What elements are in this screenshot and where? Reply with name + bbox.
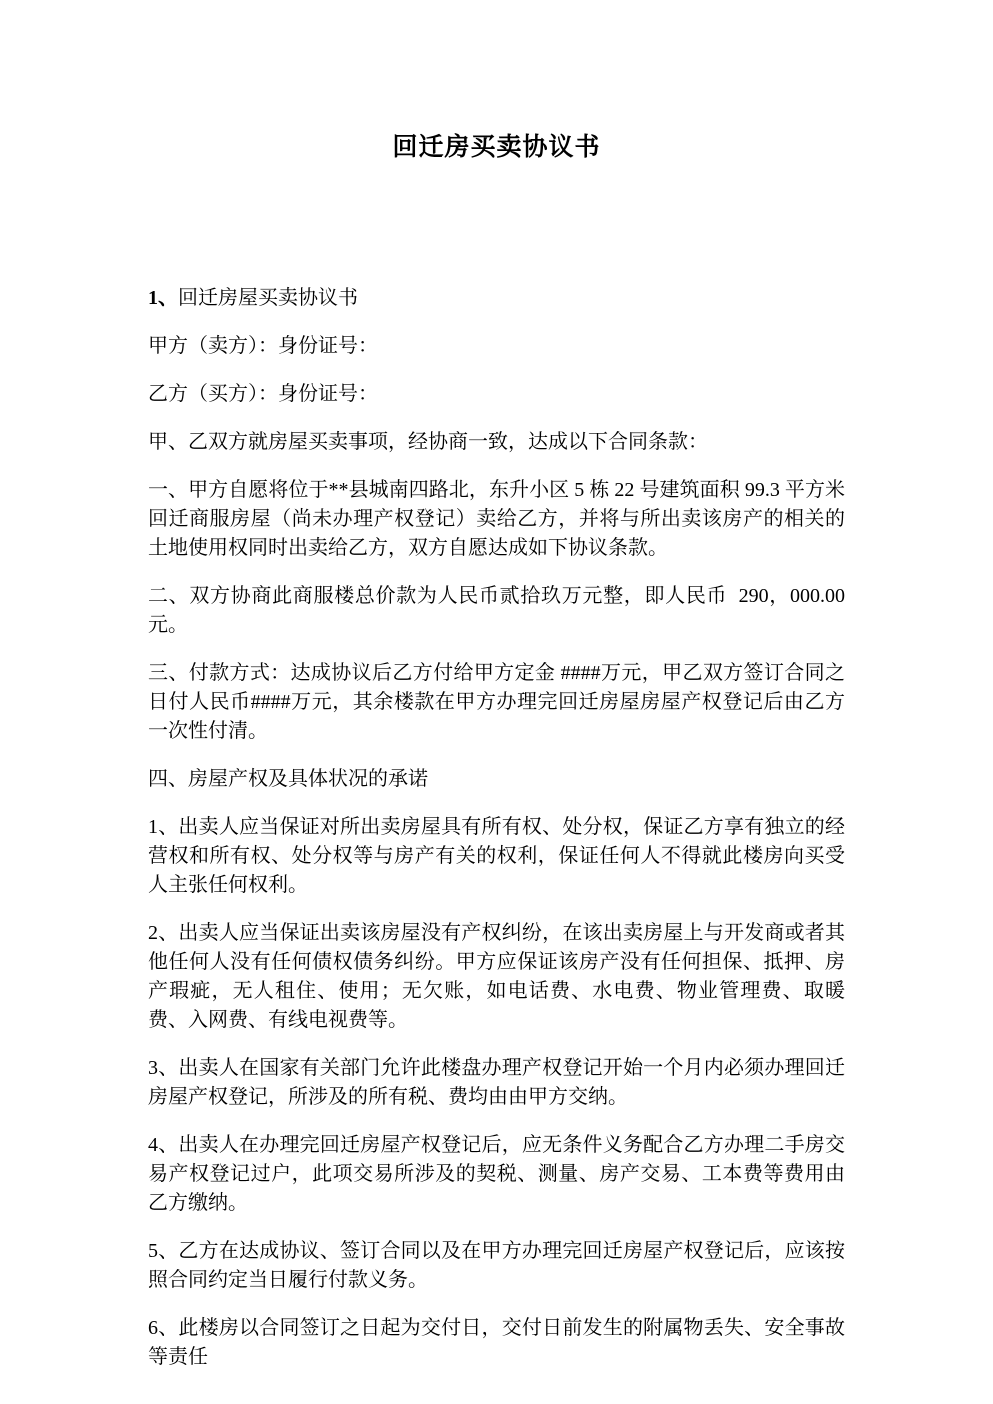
paragraph-lead: 1、	[148, 287, 178, 309]
paragraph	[148, 380, 845, 409]
paragraph-text: 二、双方协商此商服楼总价款为人民币贰拾玖万元整，即人民币 290，000.00 元。	[148, 585, 850, 636]
paragraph	[148, 765, 845, 794]
paragraph	[148, 428, 845, 457]
paragraph-text: 一、甲方自愿将位于**县城南四路北，东升小区 5 栋 22 号建筑面积 99.3 平方米回迁商服房屋（尚未办理产权登记）卖给乙方，并将与所出卖该房产的相关的土地使用权同时出卖给乙方，双方自愿达成如下协议条款。	[148, 479, 845, 559]
paragraph	[148, 1131, 845, 1218]
paragraph	[148, 1314, 845, 1372]
paragraph-text: 4、出卖人在办理完回迁房屋产权登记后，应无条件义务配合乙方办理二手房交易产权登记过户，此项交易所涉及的契税、测量、房产交易、工本费等费用由乙方缴纳。	[148, 1134, 845, 1214]
paragraph-text: 甲、乙双方就房屋买卖事项，经协商一致，达成以下合同条款：	[148, 431, 708, 453]
paragraph-text: 回迁房屋买卖协议书	[178, 287, 358, 309]
paragraph	[148, 1237, 845, 1295]
paragraph-text: 3、出卖人在国家有关部门允许此楼盘办理产权登记开始一个月内必须办理回迁房屋产权登记，所涉及的所有税、费均由由甲方交纳。	[148, 1057, 845, 1108]
paragraph	[148, 284, 845, 313]
paragraph	[148, 659, 845, 746]
paragraph-text: 甲方（卖方）：身份证号：	[148, 335, 378, 357]
paragraph-text: 1、出卖人应当保证对所出卖房屋具有所有权、处分权，保证乙方享有独立的经营权和所有权、处分权等与房产有关的权利，保证任何人不得就此楼房向买受人主张任何权利。	[148, 816, 845, 896]
paragraph-text: 6、此楼房以合同签订之日起为交付日，交付日前发生的附属物丢失、安全事故等责任	[148, 1317, 845, 1368]
paragraph-text: 三、付款方式：达成协议后乙方付给甲方定金 ####万元，甲乙双方签订合同之日付人民币####万元，其余楼款在甲方办理完回迁房屋房屋产权登记后由乙方一次性付清。	[148, 662, 845, 742]
paragraph-text: 5、乙方在达成协议、签订合同以及在甲方办理完回迁房屋产权登记后，应该按照合同约定当日履行付款义务。	[148, 1240, 845, 1291]
paragraph	[148, 582, 850, 640]
paragraph	[148, 476, 845, 563]
paragraph	[148, 332, 845, 361]
paragraph	[148, 1054, 845, 1112]
paragraph-text: 乙方（买方）：身份证号：	[148, 383, 378, 405]
paragraph	[148, 919, 845, 1035]
document-title: 回迁房买卖协议书	[392, 134, 601, 161]
paragraph	[148, 813, 845, 900]
document-body	[148, 284, 850, 1372]
paragraph-text: 四、房屋产权及具体状况的承诺	[148, 768, 428, 790]
paragraph-text: 2、出卖人应当保证出卖该房屋没有产权纠纷，在该出卖房屋上与开发商或者其他任何人没有任何债权债务纠纷。甲方应保证该房产没有任何担保、抵押、房产瑕疵，无人租住、使用；无欠账，如电话费、水电费、物业管理费、取暖费、入网费、有线电视费等。	[148, 922, 845, 1031]
